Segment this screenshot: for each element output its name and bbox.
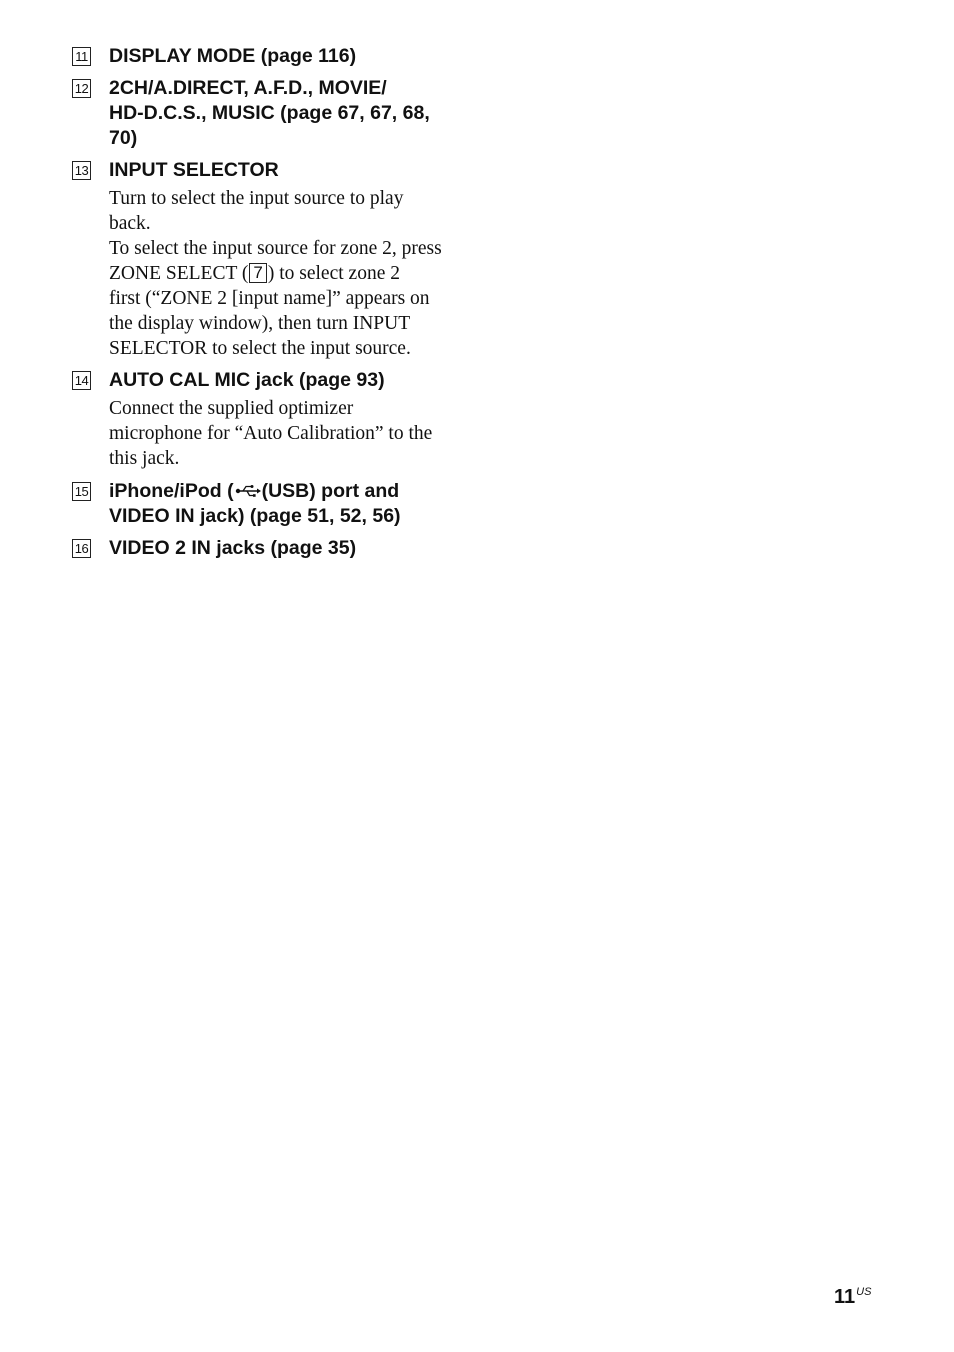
item-heading-line: 2CH/A.DIRECT, A.F.D., MOVIE/ xyxy=(109,77,387,99)
description-text: ) to select zone 2 xyxy=(267,263,400,284)
item-number: 11 xyxy=(72,47,91,66)
item-number: 13 xyxy=(72,161,91,180)
item-heading-line: HD-D.C.S., MUSIC (page 67, 67, 68, xyxy=(109,102,430,124)
item-heading: AUTO CAL MIC jack (page 93) xyxy=(109,369,385,391)
item-heading xyxy=(109,479,452,529)
list-item-auto-cal-mic xyxy=(72,368,452,471)
item-number: 15 xyxy=(72,482,91,501)
heading-text: iPhone/iPod ( xyxy=(109,480,234,502)
description-line xyxy=(109,261,452,286)
usb-icon xyxy=(235,484,261,498)
description-line: microphone for “Auto Calibration” to the xyxy=(109,423,433,444)
description-line: Connect the supplied optimizer xyxy=(109,398,354,419)
description-line: Turn to select the input source to play xyxy=(109,188,404,209)
list-item-input-selector xyxy=(72,158,452,361)
item-heading-line xyxy=(109,479,452,504)
heading-text: (USB) port and xyxy=(261,480,400,502)
item-description xyxy=(109,186,452,361)
description-line: the display window), then turn INPUT xyxy=(109,313,411,334)
item-heading-line: VIDEO IN jack) (page 51, 52, 56) xyxy=(109,505,401,527)
page-number-value: 11 xyxy=(834,1286,856,1308)
item-number: 12 xyxy=(72,79,91,98)
list-item-display-mode xyxy=(72,44,452,69)
description-text: ZONE SELECT ( xyxy=(109,263,249,284)
item-number: 16 xyxy=(72,539,91,558)
item-heading: VIDEO 2 IN jacks (page 35) xyxy=(109,537,357,559)
page-region-suffix: US xyxy=(856,1286,872,1298)
description-line: this jack. xyxy=(109,448,180,469)
item-heading: DISPLAY MODE (page 116) xyxy=(109,45,357,67)
item-heading-line: 70) xyxy=(109,127,138,149)
list-item-sound-field-buttons xyxy=(72,76,452,151)
document-content xyxy=(72,44,452,561)
zone-select-key-ref: 7 xyxy=(249,263,266,283)
list-item-video-2-in xyxy=(72,536,452,561)
description-line: To select the input source for zone 2, press xyxy=(109,238,442,259)
item-heading xyxy=(109,76,452,151)
item-heading: INPUT SELECTOR xyxy=(109,159,279,181)
item-number: 14 xyxy=(72,371,91,390)
description-line: SELECTOR to select the input source. xyxy=(109,338,411,359)
list-item-iphone-ipod-port xyxy=(72,479,452,529)
description-line: first (“ZONE 2 [input name]” appears on xyxy=(109,288,430,309)
description-line: back. xyxy=(109,213,151,234)
page-number xyxy=(834,1280,871,1309)
item-description xyxy=(109,396,452,471)
